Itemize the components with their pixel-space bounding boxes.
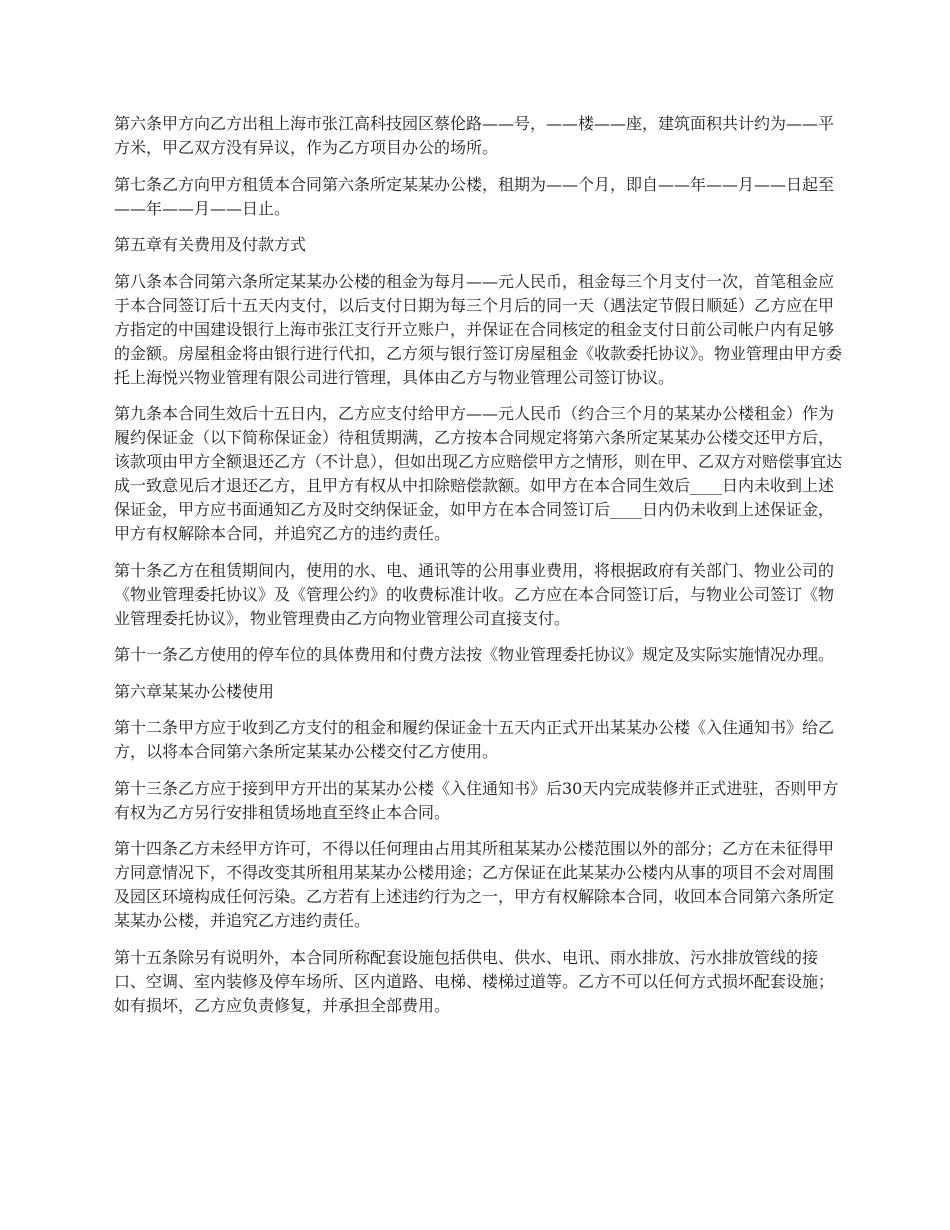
document-page [114, 112, 844, 1030]
article-9-paragraph: 第九条本合同生效后十五日内，乙方应支付给甲方——元人民币（约合三个月的某某办公楼租金）作为履约保证金（以下简称保证金）待租赁期满，乙方按本合同规定将第六条所定某某办公楼交还甲方后，该款项由甲方全额退还乙方（不计息），但如出现乙方应赔偿甲方之情形，则在甲、乙双方对赔偿事宜达成一致意见后才退还乙方，且甲方有权从中扣除赔偿款额。如甲方在本合同生效后____日内未收到上述保证金，甲方应书面通知乙方及时交纳保证金，如甲方在本合同签订后____日内仍未收到上述保证金，甲方有权解除本合同，并追究乙方的违约责任。 [114, 404, 843, 543]
chapter-6-heading: 第六章某某办公楼使用 [114, 681, 275, 701]
article-8-paragraph: 第八条本合同第六条所定某某办公楼的租金为每月——元人民币，租金每三个月支付一次，首笔租金应于本合同签订后十五天内支付，以后支付日期为每三个月后的同一天（遇法定节假日顺延）乙方应在甲方指定的中国建设银行上海市张江支行开立账户，并保证在合同核定的租金支付日前公司帐户内有足够的金额。房屋租金将由银行进行代扣，乙方须与银行签订房屋租金《收款委托协议》。物业管理由甲方委托上海悦兴物业管理有限公司进行管理，具体由乙方与物业管理公司签订协议。 [114, 271, 843, 387]
article-15-paragraph: 第十五条除另有说明外，本合同所称配套设施包括供电、供水、电讯、雨水排放、污水排放管线的接口、空调、室内装修及停车场所、区内道路、电梯、楼梯过道等。乙方不可以任何方式损坏配套设施；如有损坏，乙方应负责修复，并承担全部费用。 [114, 947, 835, 1015]
article-14-paragraph: 第十四条乙方未经甲方许可，不得以任何理由占用其所租某某办公楼范围以外的部分；乙方在未征得甲方同意情况下，不得改变其所租用某某办公楼用途；乙方保证在此某某办公楼内从事的项目不会对周围及园区环境构成任何污染。乙方若有上述违约行为之一，甲方有权解除本合同，收回本合同第六条所定某某办公楼，并追究乙方违约责任。 [114, 839, 835, 930]
article-10-paragraph: 第十条乙方在租赁期间内，使用的水、电、通讯等的公用事业费用，将根据政府有关部门、物业公司的《物业管理委托协议》及《管理公约》的收费标准计收。乙方应在本合同签订后，与物业公司签订《物业管理委托协议》，物业管理费由乙方向物业管理公司直接支付。 [114, 560, 835, 628]
article-7-paragraph: 第七条乙方向甲方租赁本合同第六条所定某某办公楼，租期为——个月，即自——年——月——日起至——年——月——日止。 [114, 174, 835, 218]
article-12-paragraph: 第十二条甲方应于收到乙方支付的租金和履约保证金十五天内正式开出某某办公楼《入住通知书》给乙方，以将本合同第六条所定某某办公楼交付乙方使用。 [114, 718, 835, 761]
chapter-5-heading: 第五章有关费用及付款方式 [114, 235, 307, 254]
article-11-paragraph: 第十一条乙方使用的停车位的具体费用和付费方法按《物业管理委托协议》规定及实际实施情况办理。 [114, 645, 835, 664]
article-6-paragraph: 第六条甲方向乙方出租上海市张江高科技园区蔡伦路——号，——楼——座，建筑面积共计约为——平方米，甲乙双方没有异议，作为乙方项目办公的场所。 [114, 114, 835, 157]
article-13-paragraph: 第十三条乙方应于接到甲方开出的某某办公楼《入住通知书》后30天内完成装修并正式进驻，否则甲方有权为乙方另行安排租赁场地直至终止本合同。 [114, 778, 839, 822]
